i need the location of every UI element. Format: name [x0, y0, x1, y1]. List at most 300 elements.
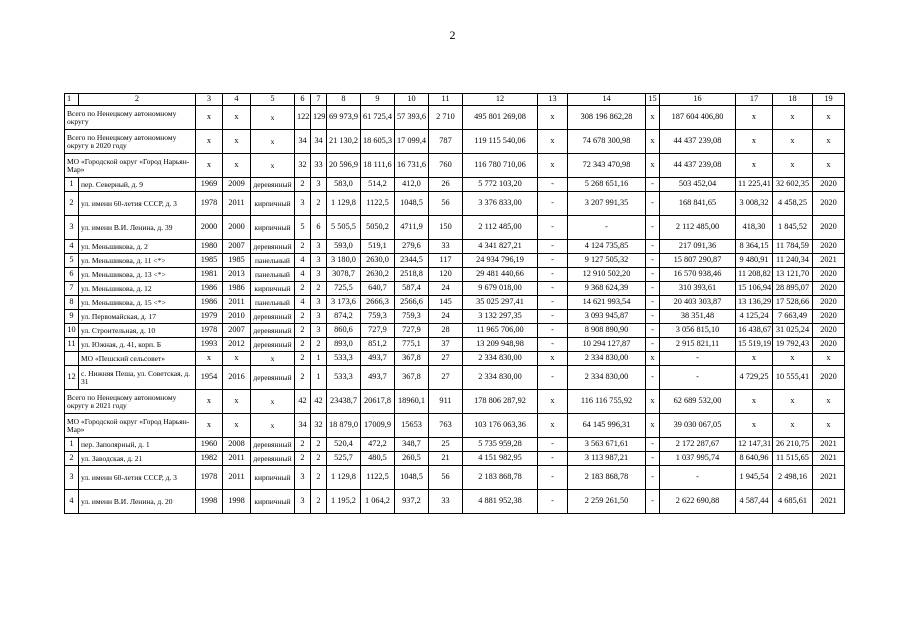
- table-cell: 2020: [813, 366, 845, 390]
- table-cell: -: [538, 240, 568, 254]
- table-cell: x: [813, 390, 845, 414]
- table-cell: -: [646, 216, 660, 240]
- table-cell: 3: [295, 466, 311, 490]
- table-cell: 2011: [223, 452, 251, 466]
- table-cell: x: [646, 352, 660, 366]
- table-cell: 4 685,61: [773, 490, 813, 514]
- table-cell: x: [251, 414, 295, 438]
- table-cell: x: [223, 414, 251, 438]
- table-cell: 2020: [813, 296, 845, 310]
- row-label: Всего по Ненецкому автономному округу: [65, 106, 196, 130]
- table-cell: 24 934 796,19: [463, 254, 538, 268]
- table-cell: 2000: [196, 216, 223, 240]
- table-row: [65, 338, 845, 352]
- table-cell: 2 112 485,00: [463, 216, 538, 240]
- column-header: 7: [311, 94, 327, 106]
- table-cell: 279,6: [395, 240, 429, 254]
- row-number: 5: [65, 254, 79, 268]
- table-cell: x: [813, 414, 845, 438]
- table-cell: 9 368 624,39: [568, 282, 646, 296]
- table-cell: x: [538, 154, 568, 178]
- table-cell: 1979: [196, 310, 223, 324]
- table-row: [65, 310, 845, 324]
- table-cell: 2011: [223, 192, 251, 216]
- table-cell: 1: [311, 366, 327, 390]
- address-cell: ул. Меньшикова, д. 2: [79, 240, 196, 254]
- table-cell: 583,0: [327, 178, 361, 192]
- table-cell: 17 528,66: [773, 296, 813, 310]
- table-cell: 69 973,9: [327, 106, 361, 130]
- table-cell: 2 622 690,88: [660, 490, 736, 514]
- table-cell: 2: [295, 438, 311, 452]
- table-cell: 2: [295, 282, 311, 296]
- subtotal-row: [65, 390, 845, 414]
- subtotal-row: [65, 414, 845, 438]
- table-cell: 911: [429, 390, 463, 414]
- table-cell: деревянный: [251, 178, 295, 192]
- column-header: 18: [773, 94, 813, 106]
- table-cell: x: [646, 390, 660, 414]
- table-cell: -: [646, 338, 660, 352]
- table-cell: 2 334 830,00: [463, 366, 538, 390]
- table-cell: 2 334 830,00: [463, 352, 538, 366]
- table-cell: 1980: [196, 240, 223, 254]
- row-number: 3: [65, 216, 79, 240]
- table-cell: 9 480,91: [736, 254, 773, 268]
- table-cell: 3: [311, 254, 327, 268]
- table-cell: 2021: [813, 490, 845, 514]
- table-cell: 3: [295, 192, 311, 216]
- row-number: 9: [65, 310, 79, 324]
- table-cell: 11 784,59: [773, 240, 813, 254]
- table-cell: 145: [429, 296, 463, 310]
- table-cell: 16 570 938,46: [660, 268, 736, 282]
- column-header: 1: [65, 94, 79, 106]
- column-header: 2: [79, 94, 196, 106]
- table-cell: 4 341 827,21: [463, 240, 538, 254]
- table-cell: 1 129,8: [327, 192, 361, 216]
- table-cell: -: [538, 282, 568, 296]
- table-cell: 3 207 991,35: [568, 192, 646, 216]
- table-cell: 503 452,04: [660, 178, 736, 192]
- table-cell: 2630,0: [361, 254, 395, 268]
- row-number: [65, 352, 79, 366]
- row-number: 1: [65, 438, 79, 452]
- table-cell: -: [646, 324, 660, 338]
- table-cell: деревянный: [251, 338, 295, 352]
- table-row: [65, 452, 845, 466]
- table-cell: 775,1: [395, 338, 429, 352]
- table-cell: 8 364,15: [736, 240, 773, 254]
- table-cell: 12 910 502,20: [568, 268, 646, 282]
- table-cell: 851,2: [361, 338, 395, 352]
- table-cell: 168 841,65: [660, 192, 736, 216]
- table-cell: 2: [295, 240, 311, 254]
- address-cell: ул. имени 60-летия СССР, д. 3: [79, 466, 196, 490]
- table-cell: 2: [295, 366, 311, 390]
- address-cell: пер. Заполярный, д. 1: [79, 438, 196, 452]
- table-cell: 2: [311, 338, 327, 352]
- table-cell: x: [736, 352, 773, 366]
- table-cell: 187 604 406,80: [660, 106, 736, 130]
- table-cell: 2 498,16: [773, 466, 813, 490]
- table-cell: 412,0: [395, 178, 429, 192]
- table-cell: -: [538, 466, 568, 490]
- table-cell: 1985: [223, 254, 251, 268]
- table-cell: 8 640,96: [736, 452, 773, 466]
- table-cell: 2020: [813, 338, 845, 352]
- table-cell: -: [646, 178, 660, 192]
- table-cell: 32: [295, 154, 311, 178]
- table-cell: x: [538, 106, 568, 130]
- table-cell: 8 908 890,90: [568, 324, 646, 338]
- table-cell: 727,9: [361, 324, 395, 338]
- table-cell: 31 025,24: [773, 324, 813, 338]
- table-cell: 150: [429, 216, 463, 240]
- table-cell: 519,1: [361, 240, 395, 254]
- table-cell: 34: [311, 130, 327, 154]
- table-cell: 1954: [196, 366, 223, 390]
- table-cell: 2020: [813, 324, 845, 338]
- table-cell: 472,2: [361, 438, 395, 452]
- table-cell: 33: [429, 490, 463, 514]
- table-cell: 4 125,24: [736, 310, 773, 324]
- table-cell: 119 115 540,06: [463, 130, 538, 154]
- table-cell: 2: [311, 490, 327, 514]
- table-cell: 20617,8: [361, 390, 395, 414]
- table-cell: 1998: [196, 490, 223, 514]
- table-cell: 2566,6: [395, 296, 429, 310]
- column-header: 6: [295, 94, 311, 106]
- table-cell: -: [646, 452, 660, 466]
- table-cell: -: [538, 366, 568, 390]
- address-cell: ул. имени В.И. Ленина, д. 39: [79, 216, 196, 240]
- table-cell: 3 093 945,87: [568, 310, 646, 324]
- address-cell: ул. Южная, д. 41, корп. Б: [79, 338, 196, 352]
- table-cell: -: [538, 438, 568, 452]
- table-cell: 640,7: [361, 282, 395, 296]
- table-cell: 533,3: [327, 352, 361, 366]
- table-cell: 2020: [813, 216, 845, 240]
- table-cell: 514,2: [361, 178, 395, 192]
- table-cell: 35 025 297,41: [463, 296, 538, 310]
- table-cell: x: [223, 130, 251, 154]
- address-cell: ул. имени 60-летия СССР, д. 3: [79, 192, 196, 216]
- table-cell: -: [538, 452, 568, 466]
- table-cell: 1969: [196, 178, 223, 192]
- table-cell: 39 030 067,05: [660, 414, 736, 438]
- table-cell: кирпичный: [251, 282, 295, 296]
- column-header: 8: [327, 94, 361, 106]
- table-cell: 11 225,41: [736, 178, 773, 192]
- table-cell: 7 663,49: [773, 310, 813, 324]
- table-cell: 5 772 103,20: [463, 178, 538, 192]
- table-cell: 3: [311, 268, 327, 282]
- table-cell: 24: [429, 310, 463, 324]
- table-cell: 2: [295, 310, 311, 324]
- table-cell: -: [538, 310, 568, 324]
- table-cell: 122: [295, 106, 311, 130]
- table-cell: 1986: [223, 282, 251, 296]
- subtotal-row: [65, 130, 845, 154]
- table-cell: 13 121,70: [773, 268, 813, 282]
- table-cell: 11 240,34: [773, 254, 813, 268]
- table-cell: 893,0: [327, 338, 361, 352]
- column-header: 17: [736, 94, 773, 106]
- table-cell: 2: [311, 452, 327, 466]
- table-cell: 2020: [813, 268, 845, 282]
- table-cell: x: [813, 154, 845, 178]
- table-cell: 1986: [196, 282, 223, 296]
- table-cell: 1122,5: [361, 192, 395, 216]
- table-cell: 2000: [223, 216, 251, 240]
- table-cell: x: [196, 154, 223, 178]
- table-cell: 1048,5: [395, 466, 429, 490]
- table-cell: 116 116 755,92: [568, 390, 646, 414]
- row-label: МО «Городской округ «Город Нарьян-Мар»: [65, 154, 196, 178]
- table-cell: -: [660, 366, 736, 390]
- table-cell: 217 091,36: [660, 240, 736, 254]
- table-cell: -: [538, 338, 568, 352]
- table-cell: -: [538, 324, 568, 338]
- table-cell: 117: [429, 254, 463, 268]
- table-cell: деревянный: [251, 240, 295, 254]
- table-cell: 129: [311, 106, 327, 130]
- table-cell: x: [196, 106, 223, 130]
- table-cell: 5: [295, 216, 311, 240]
- table-cell: 2007: [223, 324, 251, 338]
- table-cell: 5 735 959,28: [463, 438, 538, 452]
- row-number: 8: [65, 296, 79, 310]
- table-cell: 760: [429, 154, 463, 178]
- table-cell: -: [538, 192, 568, 216]
- table-cell: 56: [429, 466, 463, 490]
- table-row: [65, 296, 845, 310]
- table-cell: 5 268 651,16: [568, 178, 646, 192]
- row-number: 4: [65, 490, 79, 514]
- table-cell: 4 729,25: [736, 366, 773, 390]
- table-cell: 3: [311, 178, 327, 192]
- table-cell: x: [773, 106, 813, 130]
- table-cell: 2: [295, 178, 311, 192]
- table-cell: 9 127 505,32: [568, 254, 646, 268]
- table-cell: 1982: [196, 452, 223, 466]
- table-cell: 763: [429, 414, 463, 438]
- page-number: 2: [449, 28, 456, 42]
- table-cell: 15 807 290,87: [660, 254, 736, 268]
- table-cell: 20 403 303,87: [660, 296, 736, 310]
- table-cell: -: [646, 254, 660, 268]
- table-cell: 2008: [223, 438, 251, 452]
- table-row: [65, 268, 845, 282]
- table-cell: 56: [429, 192, 463, 216]
- column-header: 14: [568, 94, 646, 106]
- table-row: [65, 282, 845, 296]
- table-cell: x: [773, 414, 813, 438]
- table-cell: 2012: [223, 338, 251, 352]
- table-cell: 260,5: [395, 452, 429, 466]
- table-cell: 1960: [196, 438, 223, 452]
- table-cell: -: [538, 490, 568, 514]
- table-cell: 34: [295, 130, 311, 154]
- table-cell: x: [773, 130, 813, 154]
- table-cell: 493,7: [361, 366, 395, 390]
- table-cell: 2011: [223, 466, 251, 490]
- table-cell: 3: [295, 490, 311, 514]
- table-cell: 27: [429, 366, 463, 390]
- table-cell: 16 438,67: [736, 324, 773, 338]
- table-cell: 26 210,75: [773, 438, 813, 452]
- table-row: [65, 216, 845, 240]
- table-cell: 2 334 830,00: [568, 352, 646, 366]
- table-cell: 308 196 862,28: [568, 106, 646, 130]
- table-cell: 1122,5: [361, 466, 395, 490]
- table-cell: 23438,7: [327, 390, 361, 414]
- table-cell: x: [646, 106, 660, 130]
- table-cell: x: [251, 130, 295, 154]
- table-cell: -: [646, 268, 660, 282]
- row-number: 2: [65, 192, 79, 216]
- table-cell: x: [736, 414, 773, 438]
- table-cell: 64 145 996,31: [568, 414, 646, 438]
- row-number: 1: [65, 178, 79, 192]
- subtotal-row: [65, 106, 845, 130]
- table-cell: 32: [311, 414, 327, 438]
- table-cell: 4 587,44: [736, 490, 773, 514]
- table-cell: x: [646, 414, 660, 438]
- table-cell: 6: [311, 216, 327, 240]
- table-cell: 61 725,4: [361, 106, 395, 130]
- table-cell: 24: [429, 282, 463, 296]
- table-cell: 2344,5: [395, 254, 429, 268]
- table-cell: 3 376 833,00: [463, 192, 538, 216]
- address-cell: ул. Строительная, д. 10: [79, 324, 196, 338]
- column-header: 3: [196, 94, 223, 106]
- table-cell: 533,3: [327, 366, 361, 390]
- table-cell: x: [736, 390, 773, 414]
- table-cell: деревянный: [251, 438, 295, 452]
- address-cell: ул. Заводская, д. 21: [79, 452, 196, 466]
- row-number: 3: [65, 466, 79, 490]
- table-cell: 11 208,82: [736, 268, 773, 282]
- table-cell: 2: [311, 438, 327, 452]
- row-label: Всего по Ненецкому автономному округу в 2020 году: [65, 130, 196, 154]
- table-cell: 34: [295, 414, 311, 438]
- table-cell: x: [196, 414, 223, 438]
- table-cell: 2010: [223, 310, 251, 324]
- table-cell: 4: [295, 254, 311, 268]
- table-cell: 29 481 440,66: [463, 268, 538, 282]
- table-cell: 33: [311, 154, 327, 178]
- column-header: 11: [429, 94, 463, 106]
- address-cell: ул. Меньшикова, д. 13 <*>: [79, 268, 196, 282]
- table-cell: 13 209 948,98: [463, 338, 538, 352]
- table-cell: 16 731,6: [395, 154, 429, 178]
- column-header: 15: [646, 94, 660, 106]
- column-header: 5: [251, 94, 295, 106]
- table-cell: кирпичный: [251, 490, 295, 514]
- row-number: 6: [65, 268, 79, 282]
- table-cell: 787: [429, 130, 463, 154]
- table-cell: -: [538, 254, 568, 268]
- table-cell: 18 111,6: [361, 154, 395, 178]
- table-cell: 2020: [813, 192, 845, 216]
- table-cell: 15 106,94: [736, 282, 773, 296]
- table-cell: 25: [429, 438, 463, 452]
- table-cell: 2021: [813, 254, 845, 268]
- table-cell: 18 879,0: [327, 414, 361, 438]
- table-cell: x: [736, 106, 773, 130]
- table-cell: -: [646, 310, 660, 324]
- table-cell: 2 259 261,50: [568, 490, 646, 514]
- address-cell: МО «Пешский сельсовет»: [79, 352, 196, 366]
- table-cell: 10 294 127,87: [568, 338, 646, 352]
- table-cell: 26: [429, 178, 463, 192]
- row-label: Всего по Ненецкому автономному округу в 2021 году: [65, 390, 196, 414]
- table-cell: 310 393,61: [660, 282, 736, 296]
- table-cell: x: [773, 352, 813, 366]
- table-cell: x: [538, 130, 568, 154]
- table-row: [65, 438, 845, 452]
- column-header: 12: [463, 94, 538, 106]
- table-cell: 937,2: [395, 490, 429, 514]
- table-cell: -: [646, 192, 660, 216]
- table-cell: 19 792,43: [773, 338, 813, 352]
- address-cell: ул. Первомайская, д. 17: [79, 310, 196, 324]
- table-cell: 2 183 868,78: [463, 466, 538, 490]
- table-cell: -: [660, 466, 736, 490]
- table-cell: 2: [311, 192, 327, 216]
- table-cell: 4 151 982,95: [463, 452, 538, 466]
- table-cell: 1 195,2: [327, 490, 361, 514]
- subtotal-row: [65, 154, 845, 178]
- table-cell: 4: [295, 268, 311, 282]
- table-cell: 2 112 485,00: [660, 216, 736, 240]
- table-cell: 2 915 821,11: [660, 338, 736, 352]
- table-cell: 3: [311, 296, 327, 310]
- table-cell: 3 173,6: [327, 296, 361, 310]
- table-cell: 418,30: [736, 216, 773, 240]
- table-cell: деревянный: [251, 310, 295, 324]
- table-cell: 1 064,2: [361, 490, 395, 514]
- table-cell: 4 124 735,85: [568, 240, 646, 254]
- table-cell: 2013: [223, 268, 251, 282]
- table-row: [65, 366, 845, 390]
- table-cell: 12 147,31: [736, 438, 773, 452]
- table-cell: 17009,9: [361, 414, 395, 438]
- table-cell: x: [223, 154, 251, 178]
- table-cell: -: [646, 296, 660, 310]
- table-cell: 2021: [813, 466, 845, 490]
- table-cell: x: [538, 414, 568, 438]
- table-row: [65, 466, 845, 490]
- table-cell: x: [251, 390, 295, 414]
- table-cell: 2 710: [429, 106, 463, 130]
- table-cell: 28: [429, 324, 463, 338]
- table-cell: кирпичный: [251, 216, 295, 240]
- table-cell: x: [736, 154, 773, 178]
- table-cell: 1985: [196, 254, 223, 268]
- table-cell: -: [538, 268, 568, 282]
- row-number: 4: [65, 240, 79, 254]
- row-number: 12: [65, 366, 79, 390]
- table-cell: 2009: [223, 178, 251, 192]
- table-cell: 3 113 987,21: [568, 452, 646, 466]
- column-header: 16: [660, 94, 736, 106]
- column-header: 9: [361, 94, 395, 106]
- table-cell: -: [538, 296, 568, 310]
- address-cell: ул. Меньшикова, д. 11 <*>: [79, 254, 196, 268]
